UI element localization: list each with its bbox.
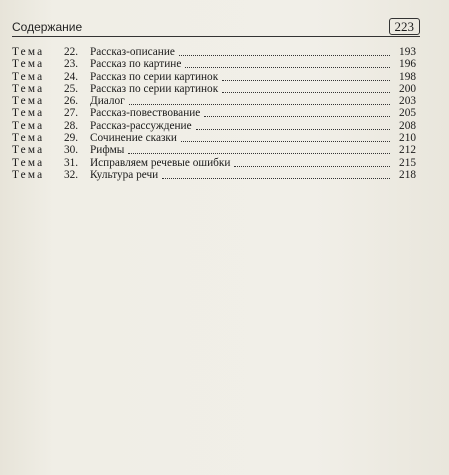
page-header — [12, 18, 420, 40]
toc-topic-title: Рифмы — [90, 144, 125, 157]
toc-leader-dots — [204, 107, 390, 117]
toc-entry — [12, 144, 416, 156]
toc-topic-number: 30. — [64, 144, 79, 157]
toc-topic-number: 22. — [64, 46, 79, 58]
toc-leader-dots — [222, 83, 390, 93]
toc-entry — [12, 107, 416, 119]
toc-leader-dots — [222, 71, 390, 81]
table-of-contents — [12, 46, 416, 181]
toc-topic-title: Рассказ по серии картинок — [90, 70, 219, 83]
toc-entry — [12, 169, 416, 181]
section-title: Содержание — [12, 20, 83, 34]
header-divider — [12, 36, 420, 37]
toc-page-number: 196 — [399, 58, 416, 71]
toc-topic-word: Тема — [12, 107, 45, 120]
toc-topic-title: Рассказ по серии картинок — [90, 82, 219, 95]
toc-entry — [12, 71, 416, 83]
toc-topic-word: Тема — [12, 58, 45, 71]
toc-topic-number: 23. — [64, 58, 79, 71]
toc-topic-title: Рассказ-рассуждение — [90, 119, 192, 132]
toc-entry — [12, 157, 416, 169]
toc-topic-number: 27. — [64, 107, 79, 120]
toc-topic-word: Тема — [12, 95, 45, 108]
toc-topic-word: Тема — [12, 82, 45, 95]
toc-leader-dots — [162, 169, 390, 179]
toc-leader-dots — [179, 46, 390, 56]
toc-leader-dots — [196, 120, 390, 130]
toc-topic-title: Диалог — [90, 95, 125, 108]
toc-topic-word: Тема — [12, 144, 45, 157]
toc-topic-number: 25. — [64, 82, 79, 95]
toc-page-number: 212 — [399, 144, 416, 157]
toc-topic-number: 26. — [64, 95, 79, 108]
toc-topic-title: Сочинение сказки — [90, 132, 177, 145]
toc-page-number: 215 — [399, 156, 416, 169]
toc-topic-title: Рассказ по картине — [90, 58, 182, 71]
toc-topic-word: Тема — [12, 46, 45, 58]
toc-topic-number: 32. — [64, 168, 79, 181]
toc-leader-dots — [234, 157, 390, 167]
toc-topic-word: Тема — [12, 132, 45, 145]
toc-page-number: 218 — [399, 168, 416, 181]
toc-topic-number: 31. — [64, 156, 79, 169]
toc-topic-number: 24. — [64, 70, 79, 83]
toc-topic-word: Тема — [12, 156, 45, 169]
toc-page-number: 205 — [399, 107, 416, 120]
toc-page-number: 198 — [399, 70, 416, 83]
toc-topic-title: Исправляем речевые ошибки — [90, 156, 231, 169]
toc-page-number: 210 — [399, 132, 416, 145]
toc-page-number: 208 — [399, 119, 416, 132]
toc-entry — [12, 120, 416, 132]
toc-leader-dots — [128, 144, 390, 154]
toc-entry — [12, 58, 416, 70]
toc-topic-number: 28. — [64, 119, 79, 132]
toc-topic-title: Культура речи — [90, 168, 159, 181]
toc-entry — [12, 95, 416, 107]
toc-leader-dots — [185, 58, 390, 68]
toc-topic-word: Тема — [12, 119, 45, 132]
toc-leader-dots — [181, 132, 390, 142]
toc-page-number: 193 — [399, 46, 416, 58]
toc-entry — [12, 132, 416, 144]
toc-page-number: 200 — [399, 82, 416, 95]
toc-leader-dots — [129, 95, 390, 105]
page-number: 223 — [389, 18, 421, 35]
toc-entry — [12, 46, 416, 58]
toc-topic-title: Рассказ-повествование — [90, 107, 201, 120]
toc-topic-title: Рассказ-описание — [90, 46, 175, 58]
toc-page-number: 203 — [399, 95, 416, 108]
toc-topic-number: 29. — [64, 132, 79, 145]
toc-topic-word: Тема — [12, 70, 45, 83]
toc-topic-word: Тема — [12, 168, 45, 181]
toc-entry — [12, 83, 416, 95]
